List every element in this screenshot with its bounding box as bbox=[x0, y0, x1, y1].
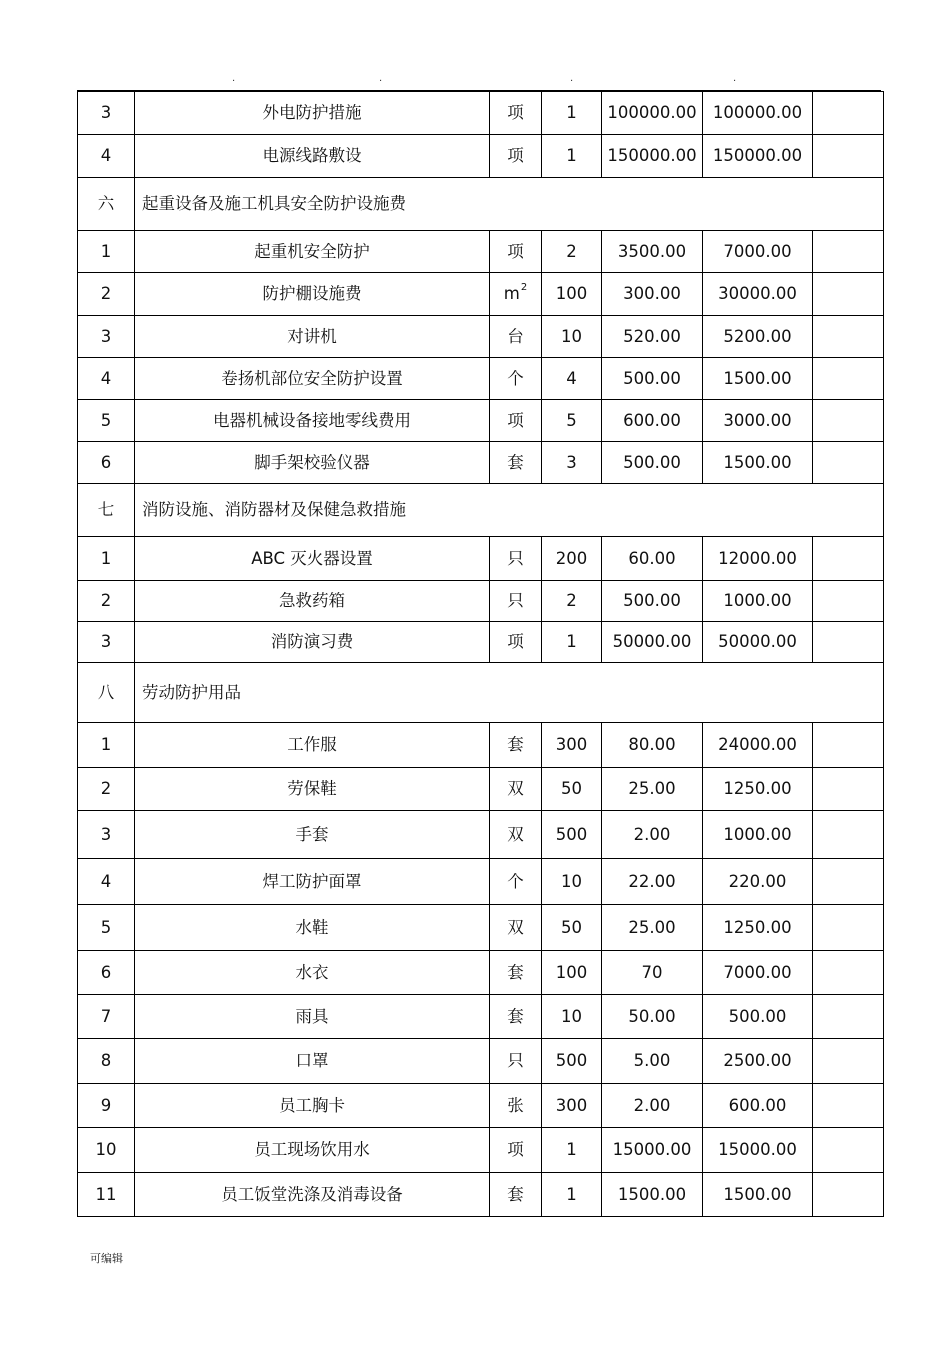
item-total: 5200.00 bbox=[703, 316, 813, 358]
item-number: 4 bbox=[78, 135, 135, 178]
item-note bbox=[813, 442, 884, 484]
item-total: 7000.00 bbox=[703, 231, 813, 273]
item-number: 7 bbox=[78, 995, 135, 1039]
item-number: 6 bbox=[78, 951, 135, 995]
table-row bbox=[78, 995, 884, 1039]
item-note bbox=[813, 316, 884, 358]
item-note bbox=[813, 995, 884, 1039]
item-total: 1500.00 bbox=[703, 358, 813, 400]
unit-superscript: 2 bbox=[520, 282, 528, 293]
item-name: 防护棚设施费 bbox=[135, 273, 490, 316]
item-quantity: 1 bbox=[542, 622, 602, 663]
item-number: 8 bbox=[78, 1039, 135, 1084]
top-mark: . bbox=[733, 73, 737, 84]
table-row bbox=[78, 859, 884, 905]
item-name: 急救药箱 bbox=[135, 581, 490, 622]
item-name: 员工现场饮用水 bbox=[135, 1128, 490, 1173]
item-note bbox=[813, 811, 884, 859]
item-unit: 项 bbox=[490, 231, 542, 273]
item-unit-price: 600.00 bbox=[602, 400, 703, 442]
item-name: 卷扬机部位安全防护设置 bbox=[135, 358, 490, 400]
item-number: 9 bbox=[78, 1084, 135, 1128]
item-unit-price: 500.00 bbox=[602, 581, 703, 622]
item-unit-price: 60.00 bbox=[602, 537, 703, 581]
item-note bbox=[813, 859, 884, 905]
table-row bbox=[78, 622, 884, 663]
item-unit-price: 25.00 bbox=[602, 905, 703, 951]
item-total: 600.00 bbox=[703, 1084, 813, 1128]
item-name: 消防演习费 bbox=[135, 622, 490, 663]
item-quantity: 1 bbox=[542, 92, 602, 135]
item-total: 50000.00 bbox=[703, 622, 813, 663]
table-row bbox=[78, 316, 884, 358]
item-quantity: 50 bbox=[542, 905, 602, 951]
item-quantity: 300 bbox=[542, 1084, 602, 1128]
table-row bbox=[78, 135, 884, 178]
table-row bbox=[78, 951, 884, 995]
section-title: 劳动防护用品 bbox=[135, 663, 884, 723]
item-name: 员工饭堂洗涤及消毒设备 bbox=[135, 1173, 490, 1217]
section-number: 七 bbox=[78, 484, 135, 537]
item-number: 3 bbox=[78, 622, 135, 663]
item-note bbox=[813, 135, 884, 178]
item-total: 1000.00 bbox=[703, 811, 813, 859]
item-unit: 项 bbox=[490, 622, 542, 663]
item-unit: 个 bbox=[490, 358, 542, 400]
item-unit: 套 bbox=[490, 442, 542, 484]
item-total: 3000.00 bbox=[703, 400, 813, 442]
item-name: 起重机安全防护 bbox=[135, 231, 490, 273]
item-unit: 套 bbox=[490, 995, 542, 1039]
item-unit: 只 bbox=[490, 1039, 542, 1084]
item-unit-price: 50.00 bbox=[602, 995, 703, 1039]
item-total: 7000.00 bbox=[703, 951, 813, 995]
table-row bbox=[78, 442, 884, 484]
top-mark: . bbox=[379, 73, 383, 84]
item-name: 水鞋 bbox=[135, 905, 490, 951]
item-note bbox=[813, 273, 884, 316]
item-unit-price: 2.00 bbox=[602, 1084, 703, 1128]
item-unit: 只 bbox=[490, 537, 542, 581]
item-unit: 双 bbox=[490, 811, 542, 859]
item-unit-price: 22.00 bbox=[602, 859, 703, 905]
table-row bbox=[78, 905, 884, 951]
section-row bbox=[78, 663, 884, 723]
item-number: 5 bbox=[78, 905, 135, 951]
item-total: 1000.00 bbox=[703, 581, 813, 622]
item-unit: 项 bbox=[490, 92, 542, 135]
item-unit: 双 bbox=[490, 905, 542, 951]
item-quantity: 100 bbox=[542, 951, 602, 995]
item-number: 5 bbox=[78, 400, 135, 442]
item-note bbox=[813, 92, 884, 135]
item-note bbox=[813, 905, 884, 951]
item-quantity: 200 bbox=[542, 537, 602, 581]
item-quantity: 1 bbox=[542, 1128, 602, 1173]
item-unit-price: 3500.00 bbox=[602, 231, 703, 273]
table-row bbox=[78, 1128, 884, 1173]
item-unit: 项 bbox=[490, 135, 542, 178]
item-name: 员工胸卡 bbox=[135, 1084, 490, 1128]
item-total: 12000.00 bbox=[703, 537, 813, 581]
item-quantity: 5 bbox=[542, 400, 602, 442]
table-body bbox=[78, 92, 884, 1217]
item-total: 220.00 bbox=[703, 859, 813, 905]
top-marks bbox=[0, 74, 950, 86]
item-total: 30000.00 bbox=[703, 273, 813, 316]
item-quantity: 2 bbox=[542, 231, 602, 273]
item-note bbox=[813, 622, 884, 663]
section-title: 消防设施、消防器材及保健急救措施 bbox=[135, 484, 884, 537]
item-quantity: 10 bbox=[542, 316, 602, 358]
item-note bbox=[813, 537, 884, 581]
table-row bbox=[78, 1173, 884, 1217]
item-unit-price: 80.00 bbox=[602, 723, 703, 768]
item-unit-price: 50000.00 bbox=[602, 622, 703, 663]
item-note bbox=[813, 1173, 884, 1217]
unit-base: m bbox=[503, 284, 520, 303]
top-mark: . bbox=[232, 73, 236, 84]
item-unit: 双 bbox=[490, 768, 542, 811]
table-row bbox=[78, 1039, 884, 1084]
section-number: 八 bbox=[78, 663, 135, 723]
item-unit-price: 520.00 bbox=[602, 316, 703, 358]
item-quantity: 50 bbox=[542, 768, 602, 811]
item-number: 1 bbox=[78, 723, 135, 768]
item-number: 3 bbox=[78, 316, 135, 358]
item-total: 2500.00 bbox=[703, 1039, 813, 1084]
item-note bbox=[813, 231, 884, 273]
item-note bbox=[813, 1128, 884, 1173]
item-name: 口罩 bbox=[135, 1039, 490, 1084]
item-unit-price: 300.00 bbox=[602, 273, 703, 316]
item-number: 2 bbox=[78, 581, 135, 622]
item-unit: 套 bbox=[490, 1173, 542, 1217]
item-note bbox=[813, 1084, 884, 1128]
item-unit-price: 100000.00 bbox=[602, 92, 703, 135]
item-note bbox=[813, 581, 884, 622]
item-total: 100000.00 bbox=[703, 92, 813, 135]
item-name: 电源线路敷设 bbox=[135, 135, 490, 178]
item-quantity: 4 bbox=[542, 358, 602, 400]
item-name: 手套 bbox=[135, 811, 490, 859]
section-row bbox=[78, 178, 884, 231]
item-total: 1250.00 bbox=[703, 905, 813, 951]
table-row bbox=[78, 537, 884, 581]
item-total: 1500.00 bbox=[703, 1173, 813, 1217]
item-unit: 套 bbox=[490, 723, 542, 768]
item-name: 对讲机 bbox=[135, 316, 490, 358]
table-row bbox=[78, 768, 884, 811]
item-unit-price: 1500.00 bbox=[602, 1173, 703, 1217]
item-unit: 套 bbox=[490, 951, 542, 995]
item-number: 10 bbox=[78, 1128, 135, 1173]
table-row bbox=[78, 1084, 884, 1128]
item-number: 4 bbox=[78, 358, 135, 400]
item-quantity: 2 bbox=[542, 581, 602, 622]
item-quantity: 100 bbox=[542, 273, 602, 316]
item-unit-price: 150000.00 bbox=[602, 135, 703, 178]
item-number: 6 bbox=[78, 442, 135, 484]
item-note bbox=[813, 951, 884, 995]
section-number: 六 bbox=[78, 178, 135, 231]
item-unit: 张 bbox=[490, 1084, 542, 1128]
item-quantity: 10 bbox=[542, 859, 602, 905]
table-row bbox=[78, 358, 884, 400]
item-unit-price: 25.00 bbox=[602, 768, 703, 811]
item-name: 工作服 bbox=[135, 723, 490, 768]
cost-table bbox=[77, 91, 884, 1217]
item-name: 劳保鞋 bbox=[135, 768, 490, 811]
item-total: 1250.00 bbox=[703, 768, 813, 811]
item-total: 150000.00 bbox=[703, 135, 813, 178]
item-total: 15000.00 bbox=[703, 1128, 813, 1173]
item-number: 2 bbox=[78, 273, 135, 316]
item-unit-price: 15000.00 bbox=[602, 1128, 703, 1173]
item-note bbox=[813, 1039, 884, 1084]
item-name: 焊工防护面罩 bbox=[135, 859, 490, 905]
item-number: 3 bbox=[78, 92, 135, 135]
item-unit-price: 5.00 bbox=[602, 1039, 703, 1084]
footer-note: 可编辑 bbox=[90, 1252, 123, 1265]
item-unit-price: 500.00 bbox=[602, 358, 703, 400]
table-row bbox=[78, 231, 884, 273]
table-row bbox=[78, 92, 884, 135]
item-name: 雨具 bbox=[135, 995, 490, 1039]
item-quantity: 3 bbox=[542, 442, 602, 484]
item-note bbox=[813, 400, 884, 442]
item-quantity: 10 bbox=[542, 995, 602, 1039]
table-row bbox=[78, 400, 884, 442]
item-name: ABC 灭火器设置 bbox=[135, 537, 490, 581]
item-unit: 项 bbox=[490, 400, 542, 442]
table-row bbox=[78, 811, 884, 859]
item-note bbox=[813, 358, 884, 400]
item-name: 水衣 bbox=[135, 951, 490, 995]
item-quantity: 1 bbox=[542, 1173, 602, 1217]
item-total: 500.00 bbox=[703, 995, 813, 1039]
item-number: 3 bbox=[78, 811, 135, 859]
item-total: 24000.00 bbox=[703, 723, 813, 768]
item-unit bbox=[490, 273, 542, 316]
item-number: 2 bbox=[78, 768, 135, 811]
item-note bbox=[813, 723, 884, 768]
item-unit: 台 bbox=[490, 316, 542, 358]
table-row bbox=[78, 581, 884, 622]
table-row bbox=[78, 273, 884, 316]
item-unit: 只 bbox=[490, 581, 542, 622]
item-unit-price: 500.00 bbox=[602, 442, 703, 484]
section-title: 起重设备及施工机具安全防护设施费 bbox=[135, 178, 884, 231]
top-mark: . bbox=[570, 73, 574, 84]
item-unit-price: 2.00 bbox=[602, 811, 703, 859]
item-quantity: 500 bbox=[542, 1039, 602, 1084]
item-quantity: 300 bbox=[542, 723, 602, 768]
item-quantity: 500 bbox=[542, 811, 602, 859]
item-unit: 项 bbox=[490, 1128, 542, 1173]
item-quantity: 1 bbox=[542, 135, 602, 178]
item-name: 脚手架校验仪器 bbox=[135, 442, 490, 484]
item-unit: 个 bbox=[490, 859, 542, 905]
item-number: 1 bbox=[78, 231, 135, 273]
table-row bbox=[78, 723, 884, 768]
item-number: 4 bbox=[78, 859, 135, 905]
section-row bbox=[78, 484, 884, 537]
item-name: 外电防护措施 bbox=[135, 92, 490, 135]
item-total: 1500.00 bbox=[703, 442, 813, 484]
item-number: 11 bbox=[78, 1173, 135, 1217]
item-number: 1 bbox=[78, 537, 135, 581]
item-name: 电器机械设备接地零线费用 bbox=[135, 400, 490, 442]
item-note bbox=[813, 768, 884, 811]
item-unit-price: 70 bbox=[602, 951, 703, 995]
